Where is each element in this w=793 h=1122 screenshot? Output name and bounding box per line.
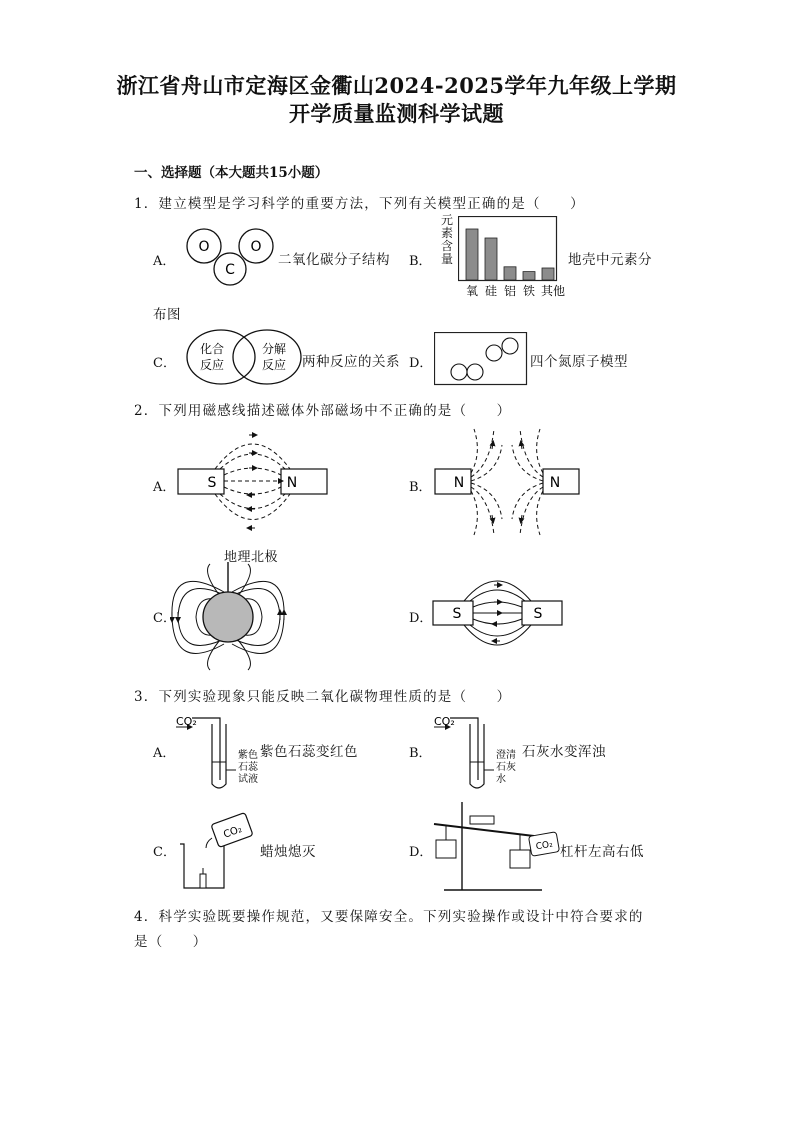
bar-silicon [485, 238, 497, 280]
q3-option-a-label[interactable]: A． [153, 746, 176, 761]
q3-option-c-label[interactable]: C． [153, 845, 176, 860]
q3-option-b-label[interactable]: B． [409, 746, 432, 761]
magnet-a-right-pole: N [286, 475, 298, 491]
q3-b-caption: 石灰水变浑浊 [522, 744, 606, 760]
q4-stem-line-1: 4．科学实验既要操作规范，又要保障安全。下列实验操作或设计中符合要求的 [134, 909, 644, 925]
magnet-field-a [175, 425, 330, 540]
litmus-test-tube [174, 708, 264, 793]
co2-label-d: CO₂ [535, 839, 554, 853]
magnet-field-d [430, 565, 565, 660]
limewater-label-3: 水 [496, 774, 506, 785]
q3-stem: 3．下列实验现象只能反映二氧化碳物理性质的是（ ） [134, 689, 512, 705]
q3-option-d-label[interactable]: D． [409, 845, 433, 860]
litmus-label-3: 试液 [238, 774, 258, 785]
magnet-d-right-pole: S [533, 606, 543, 622]
q4-stem-line-2: 是（ ） [134, 934, 208, 950]
q1-option-a-label[interactable]: A． [153, 254, 176, 269]
q2-option-b-label[interactable]: B． [409, 480, 432, 495]
q1-b-caption-cont: 布图 [153, 307, 181, 323]
limewater-label-1: 澄清 [496, 750, 516, 761]
co2-molecule-diagram [184, 226, 276, 286]
q1-d-caption: 四个氮原子模型 [530, 354, 628, 370]
chart-ylabel: 元素含量 [440, 213, 453, 266]
q1-b-caption: 地壳中元素分 [568, 252, 652, 268]
venn-left-line1: 化合 [199, 342, 225, 356]
crust-element-bar-chart [458, 216, 568, 300]
bar-label-silicon: 硅 [484, 284, 498, 298]
bar-label-iron: 铁 [522, 284, 536, 298]
atom-o1: O [198, 239, 210, 255]
co2-label-c: CO₂ [222, 823, 244, 841]
bar-aluminum [504, 267, 516, 280]
candle-beaker [176, 808, 256, 890]
q1-stem: 1．建立模型是学习科学的重要方法，下列有关模型正确的是（ ） [134, 196, 585, 212]
bar-oxygen [466, 229, 478, 280]
title-line-2: 开学质量监测科学试题 [289, 101, 504, 126]
bar-label-aluminum: 铝 [503, 284, 517, 298]
atom-c: C [225, 262, 235, 278]
reaction-venn-diagram [186, 328, 302, 386]
title-line-1: 浙江省舟山市定海区金衢山2024-2025学年九年级上学期 [116, 73, 677, 98]
q3-a-caption: 紫色石蕊变红色 [260, 744, 358, 760]
co2-label-b: CO₂ [434, 715, 455, 728]
venn-left-line2: 反应 [199, 358, 225, 372]
q2-stem: 2．下列用磁感线描述磁体外部磁场中不正确的是（ ） [134, 403, 512, 419]
magnet-b-right-pole: N [549, 475, 561, 491]
atom-o2: O [250, 239, 262, 255]
bar-label-oxygen: 氧 [465, 284, 479, 298]
magnet-a-left-pole: S [207, 475, 217, 491]
litmus-label-1: 紫色 [238, 750, 258, 761]
geographic-north-label: 地理北极 [224, 550, 279, 565]
q1-option-c-label[interactable]: C． [153, 356, 176, 371]
q1-c-caption: 两种反应的关系 [302, 354, 400, 370]
bar-other [542, 268, 554, 280]
magnet-d-left-pole: S [452, 606, 462, 622]
venn-right-line2: 反应 [261, 358, 287, 372]
q2-option-c-label[interactable]: C． [153, 611, 176, 626]
nitrogen-atom-model [434, 332, 528, 386]
magnet-field-b [432, 425, 582, 540]
q3-d-caption: 杠杆左高右低 [560, 844, 644, 860]
q2-option-a-label[interactable]: A． [153, 480, 176, 495]
lever-balance [430, 798, 562, 898]
limewater-test-tube [432, 708, 522, 793]
q3-c-caption: 蜡烛熄灭 [260, 844, 316, 860]
q2-option-d-label[interactable]: D． [409, 611, 433, 626]
litmus-label-2: 石蕊 [238, 762, 258, 773]
q1-option-d-label[interactable]: D． [409, 356, 433, 371]
section-heading: 一、选择题（本大题共15小题） [134, 165, 329, 181]
limewater-label-2: 石灰 [496, 762, 516, 773]
earth-magnetic-field [170, 562, 290, 672]
q1-option-b-label[interactable]: B． [409, 254, 432, 269]
co2-label-a: CO₂ [176, 715, 197, 728]
q1-a-caption: 二氧化碳分子结构 [278, 252, 390, 268]
venn-right-line1: 分解 [261, 342, 287, 356]
bar-iron [523, 272, 535, 280]
magnet-b-left-pole: N [453, 475, 465, 491]
bar-label-other: 其他 [540, 284, 566, 298]
